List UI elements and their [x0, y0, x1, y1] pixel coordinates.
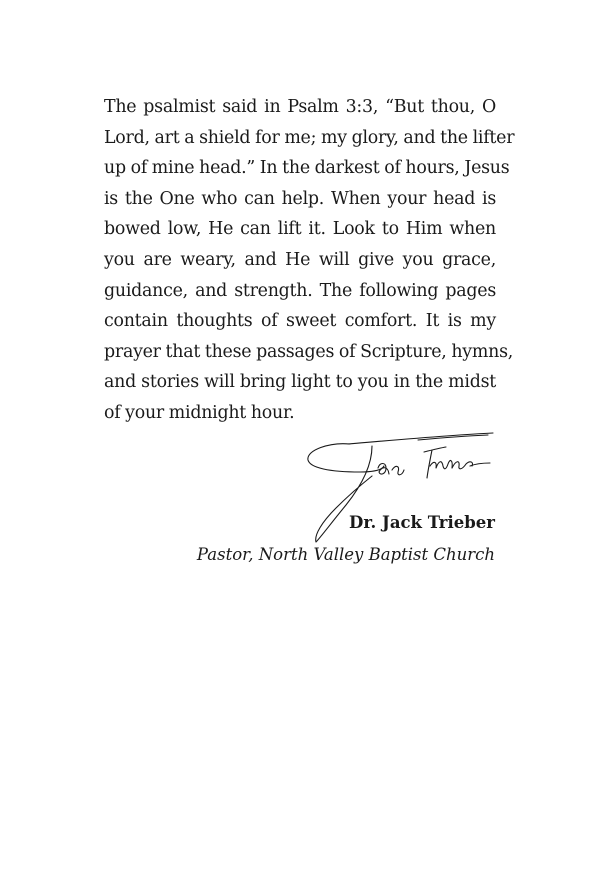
author-role: Pastor, North Valley Baptist Church [196, 545, 495, 564]
preface-paragraph [104, 92, 515, 429]
paragraph-line: guidance, and strength. The following pages [104, 280, 496, 301]
paragraph-line: of your midnight hour. [104, 402, 295, 423]
paragraph-line: prayer that these passages of Scripture, hymns, [104, 341, 514, 362]
author-name: Dr. Jack Trieber [349, 513, 495, 532]
paragraph-line: contain thoughts of sweet comfort. It is my [104, 311, 496, 332]
paragraph-line: is the One who can help. When your head is [104, 188, 496, 209]
paragraph-line: The psalmist said in Psalm 3:3, “But thou, O [104, 97, 496, 117]
paragraph-line: and stories will bring light to you in the midst [104, 372, 496, 393]
paragraph-line: Lord, art a shield for me; my glory, and the lifter [104, 127, 515, 148]
paragraph-line: you are weary, and He will give you grace, [104, 249, 496, 270]
paragraph-line: bowed low, He can lift it. Look to Him when [104, 219, 496, 240]
paragraph-line: up of mine head.” In the darkest of hours, Jesus [104, 158, 510, 179]
